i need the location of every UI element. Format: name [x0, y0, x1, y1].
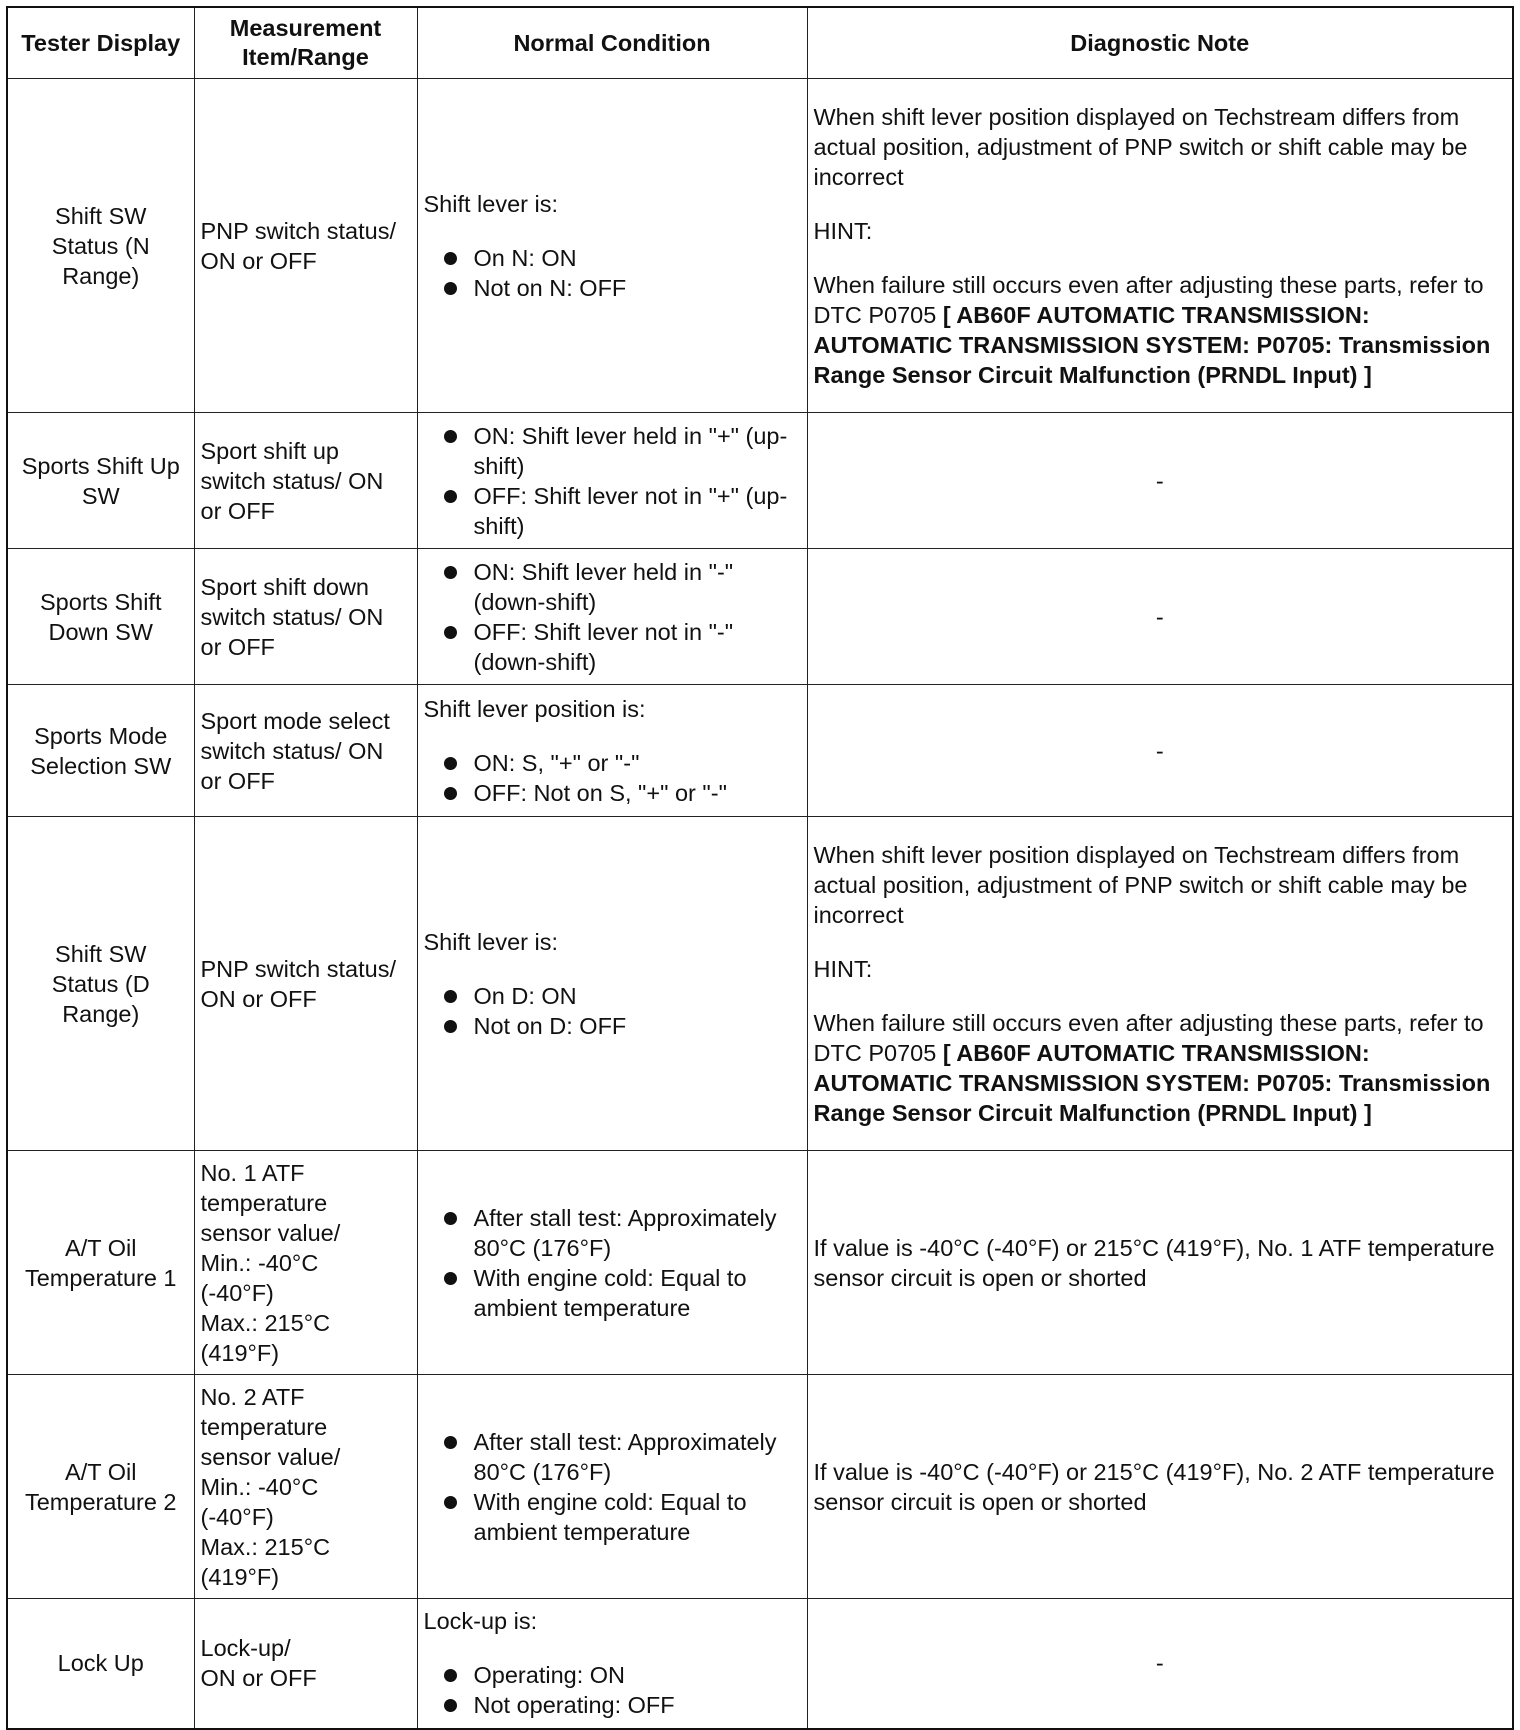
list-item: Operating: ON [424, 1660, 801, 1690]
hint-label: HINT: [813, 217, 873, 244]
tester-display-cell: Sports Shift Down SW [7, 549, 194, 685]
list-item: OFF: Shift lever not in "+" (up-shift) [424, 481, 801, 541]
list-item: Not on D: OFF [424, 1011, 801, 1041]
measurement-item-cell: Sport shift up switch status/ ON or OFF [194, 413, 417, 549]
condition-intro: Shift lever is: [423, 190, 559, 217]
condition-list [424, 243, 801, 303]
normal-condition-cell [417, 79, 807, 413]
note-paragraph: When failure still occurs even after adjusting these parts, refer to DTC P0705 [ AB60F AUTOMATIC TRANSMISSION: AUTOMATIC TRANSMISSION SYSTEM: P0705: Transmission Range Sensor Circuit Malfunction (PRNDL Input) ] [813, 1009, 1491, 1126]
condition-list [424, 1203, 801, 1323]
measurement-item-cell: PNP switch status/ ON or OFF [194, 79, 417, 413]
note-paragraph: When failure still occurs even after adjusting these parts, refer to DTC P0705 [ AB60F AUTOMATIC TRANSMISSION: AUTOMATIC TRANSMISSION SYSTEM: P0705: Transmission Range Sensor Circuit Malfunction (PRNDL Input) ] [813, 271, 1491, 388]
condition-intro: Shift lever position is: [423, 695, 646, 722]
list-item: After stall test: Approximately 80°C (176°F) [424, 1427, 801, 1487]
condition-list [424, 557, 801, 677]
header-measurement-line1: Measurement [229, 15, 382, 41]
list-item: Not operating: OFF [424, 1690, 801, 1720]
table-row [7, 685, 1513, 817]
hint-label: HINT: [813, 955, 873, 982]
measurement-item-cell: No. 1 ATF temperature sensor value/ Min.: -40°C (-40°F) Max.: 215°C (419°F) [194, 1151, 417, 1375]
header-measurement-line2: Item/Range [242, 44, 369, 70]
table-row [7, 817, 1513, 1151]
header-diagnostic-note: Diagnostic Note [807, 7, 1513, 79]
tester-display-cell: Shift SW Status (D Range) [7, 817, 194, 1151]
diagnostic-note-cell: If value is -40°C (-40°F) or 215°C (419°F), No. 1 ATF temperature sensor circuit is open or shorted [807, 1151, 1513, 1375]
condition-list [424, 1660, 801, 1720]
normal-condition-cell [417, 685, 807, 817]
table-row [7, 1375, 1513, 1599]
tester-display-cell: Lock Up [7, 1599, 194, 1729]
list-item: ON: Shift lever held in "-" (down-shift) [424, 557, 801, 617]
header-tester-display: Tester Display [7, 7, 194, 79]
tester-display-cell: Sports Mode Selection SW [7, 685, 194, 817]
table-header-row [7, 7, 1513, 79]
condition-intro: Shift lever is: [423, 928, 559, 955]
condition-list [424, 981, 801, 1041]
list-item: With engine cold: Equal to ambient temperature [424, 1487, 801, 1547]
diagnostic-note-cell: - [807, 413, 1513, 549]
condition-intro: Lock-up is: [423, 1608, 538, 1635]
normal-condition-cell [417, 1375, 807, 1599]
note-paragraph: When shift lever position displayed on Techstream differs from actual position, adjustment of PNP switch or shift cable may be incorrect [813, 841, 1468, 928]
normal-condition-cell [417, 1151, 807, 1375]
diagnostic-note-cell: If value is -40°C (-40°F) or 215°C (419°F), No. 2 ATF temperature sensor circuit is open or shorted [807, 1375, 1513, 1599]
table-row [7, 549, 1513, 685]
normal-condition-cell [417, 549, 807, 685]
measurement-item-cell: Sport shift down switch status/ ON or OFF [194, 549, 417, 685]
diagnostic-note-cell [807, 79, 1513, 413]
table-row [7, 1151, 1513, 1375]
measurement-item-cell: Sport mode select switch status/ ON or OFF [194, 685, 417, 817]
tester-display-cell: Sports Shift Up SW [7, 413, 194, 549]
header-normal-condition: Normal Condition [417, 7, 807, 79]
measurement-item-cell: PNP switch status/ ON or OFF [194, 817, 417, 1151]
condition-list [424, 1427, 801, 1547]
list-item: ON: Shift lever held in "+" (up-shift) [424, 421, 801, 481]
list-item: ON: S, "+" or "-" [424, 748, 801, 778]
normal-condition-cell [417, 817, 807, 1151]
header-measurement-item [194, 7, 417, 79]
condition-list [424, 748, 801, 808]
list-item: With engine cold: Equal to ambient temperature [424, 1263, 801, 1323]
condition-list [424, 421, 801, 541]
list-item: On D: ON [424, 981, 801, 1011]
list-item: OFF: Not on S, "+" or "-" [424, 778, 801, 808]
tester-display-cell: Shift SW Status (N Range) [7, 79, 194, 413]
dtc-reference-link[interactable]: [ AB60F AUTOMATIC TRANSMISSION: AUTOMATIC TRANSMISSION SYSTEM: P0705: Transmission Range Sensor Circuit Malfunction (PRNDL Input) ] [813, 1039, 1491, 1126]
data-list-table [6, 6, 1514, 1730]
measurement-item-cell: No. 2 ATF temperature sensor value/ Min.: -40°C (-40°F) Max.: 215°C (419°F) [194, 1375, 417, 1599]
list-item: Not on N: OFF [424, 273, 801, 303]
table-row [7, 413, 1513, 549]
dtc-reference-link[interactable]: [ AB60F AUTOMATIC TRANSMISSION: AUTOMATIC TRANSMISSION SYSTEM: P0705: Transmission Range Sensor Circuit Malfunction (PRNDL Input) ] [813, 301, 1491, 388]
diagnostic-note-cell: - [807, 549, 1513, 685]
tester-display-cell: A/T Oil Temperature 1 [7, 1151, 194, 1375]
list-item: After stall test: Approximately 80°C (176°F) [424, 1203, 801, 1263]
measurement-item-cell: Lock-up/ ON or OFF [194, 1599, 417, 1729]
list-item: On N: ON [424, 243, 801, 273]
tester-display-cell: A/T Oil Temperature 2 [7, 1375, 194, 1599]
normal-condition-cell [417, 413, 807, 549]
table-row [7, 1599, 1513, 1729]
normal-condition-cell [417, 1599, 807, 1729]
diagnostic-note-cell [807, 817, 1513, 1151]
diagnostic-note-cell: - [807, 1599, 1513, 1729]
diagnostic-note-cell: - [807, 685, 1513, 817]
note-paragraph: When shift lever position displayed on Techstream differs from actual position, adjustment of PNP switch or shift cable may be incorrect [813, 103, 1468, 190]
list-item: OFF: Shift lever not in "-" (down-shift) [424, 617, 801, 677]
table-row [7, 79, 1513, 413]
